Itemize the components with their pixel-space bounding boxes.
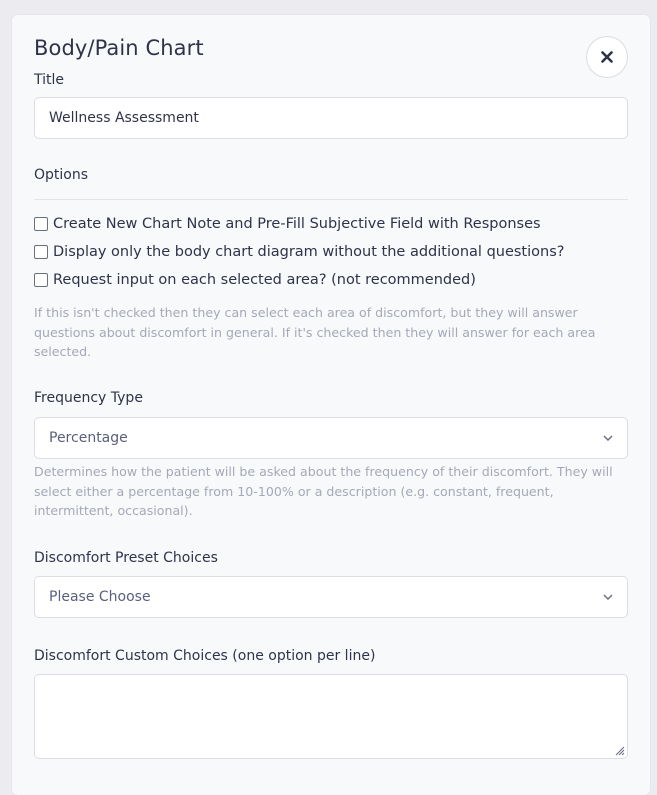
- preset-choices-value: Please Choose: [49, 589, 151, 605]
- title-label: Title: [34, 72, 65, 88]
- diagram-only-checkbox[interactable]: [34, 245, 48, 259]
- options-heading: Options: [34, 167, 89, 183]
- close-button[interactable]: [586, 36, 628, 78]
- diagram-only-checkbox-label: Display only the body chart diagram without the additional questions?: [53, 244, 565, 260]
- each-area-checkbox-label: Request input on each selected area? (not recommended): [53, 272, 476, 288]
- close-icon: [601, 51, 613, 63]
- prefill-checkbox[interactable]: [34, 217, 48, 231]
- frequency-type-label: Frequency Type: [34, 390, 143, 406]
- checkbox-row-diagram-only[interactable]: [34, 244, 564, 260]
- body-pain-chart-modal: [12, 15, 650, 795]
- resize-handle-icon[interactable]: [613, 744, 625, 756]
- frequency-help-text: Determines how the patient will be asked about the frequency of their discomfort. They will select either a percentage from 10-100% or a description (e.g. constant, frequent, intermittent, occasional).: [34, 464, 613, 518]
- prefill-checkbox-label: Create New Chart Note and Pre-Fill Subjective Field with Responses: [53, 216, 541, 232]
- checkbox-row-prefill[interactable]: [34, 216, 541, 232]
- chevron-down-icon: [603, 594, 613, 600]
- checkbox-row-each-area[interactable]: [34, 272, 476, 288]
- title-input[interactable]: Wellness Assessment: [34, 97, 628, 139]
- custom-choices-textarea[interactable]: [34, 674, 628, 759]
- modal-title: Body/Pain Chart: [34, 36, 204, 60]
- custom-choices-label: Discomfort Custom Choices (one option per line): [34, 648, 376, 664]
- frequency-type-select[interactable]: [34, 417, 628, 459]
- preset-choices-label: Discomfort Preset Choices: [34, 550, 218, 566]
- each-area-help-text: If this isn't checked then they can select each area of discomfort, but they will answer questions about discomfort in general. If it's checked then they will answer for each area selected.: [34, 305, 596, 359]
- each-area-checkbox[interactable]: [34, 273, 48, 287]
- preset-choices-select[interactable]: [34, 576, 628, 618]
- chevron-down-icon: [603, 435, 613, 441]
- options-divider: [34, 199, 628, 200]
- frequency-type-value: Percentage: [49, 430, 128, 446]
